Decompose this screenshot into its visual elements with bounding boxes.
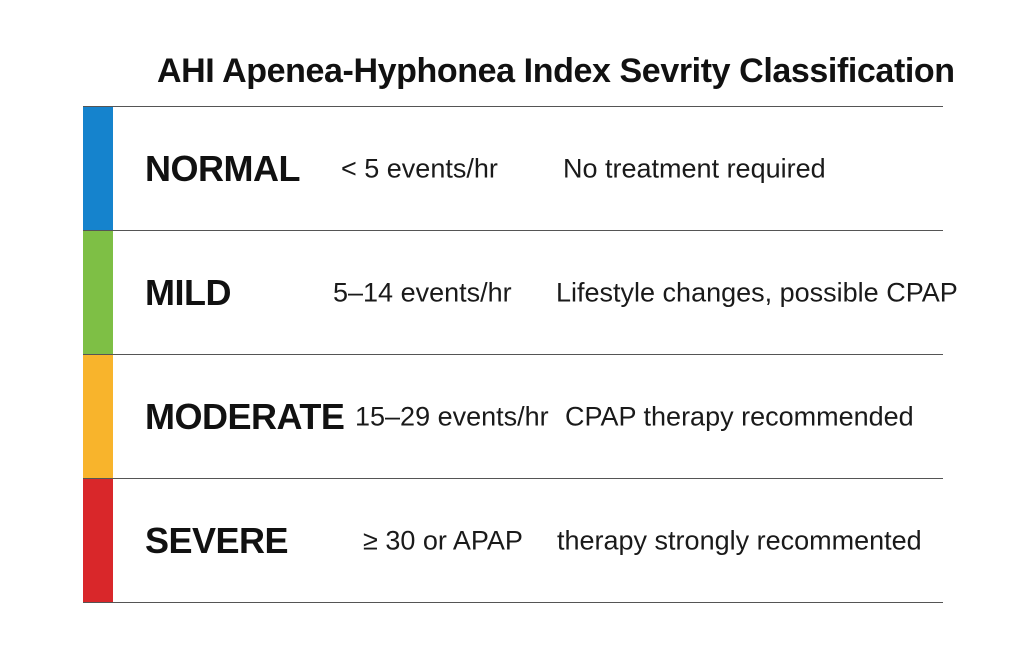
severity-color-bar <box>83 107 113 230</box>
severity-recommendation: CPAP therapy recommended <box>565 401 914 431</box>
severity-range: < 5 events/hr <box>341 153 498 183</box>
severity-level-label: MODERATE <box>145 395 345 437</box>
severity-range: 15–29 events/hr <box>355 401 549 431</box>
severity-range: 5–14 events/hr <box>333 277 512 307</box>
page-title: AHI Apenea-Hyphonea Index Sevrity Classification <box>157 52 955 90</box>
severity-row-severe <box>83 479 943 603</box>
severity-row-moderate <box>83 355 943 479</box>
severity-recommendation: No treatment required <box>563 153 826 183</box>
severity-level-label: NORMAL <box>145 147 300 189</box>
severity-color-bar <box>83 479 113 602</box>
severity-level-label: SEVERE <box>145 519 289 561</box>
severity-level-label: MILD <box>145 271 231 313</box>
severity-range: ≥ 30 or APAP <box>363 525 523 555</box>
severity-row-mild <box>83 231 958 355</box>
severity-color-bar <box>83 231 113 354</box>
severity-recommendation: therapy strongly recommented <box>557 525 922 555</box>
severity-recommendation: Lifestyle changes, possible CPAP <box>556 277 958 307</box>
severity-color-bar <box>83 355 113 478</box>
severity-table <box>83 106 958 603</box>
severity-row-normal <box>83 107 943 231</box>
